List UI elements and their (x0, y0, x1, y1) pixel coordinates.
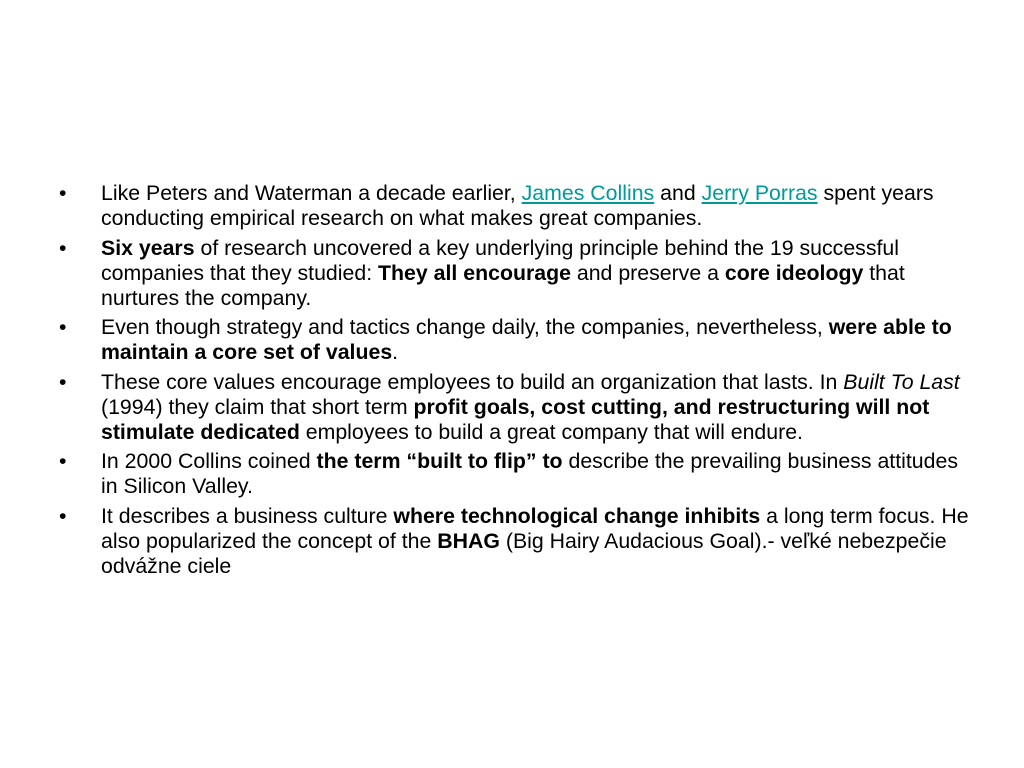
bold-segment: core ideology (724, 260, 864, 285)
text-segment: employees to build a great company that will endure. (299, 419, 803, 444)
text-segment: (1994) they claim that short term (101, 394, 414, 419)
italic-book-title: Built To Last (843, 369, 960, 394)
bullet-item-built-to-flip (59, 449, 974, 499)
bold-segment: where technological change inhibits (393, 503, 761, 528)
bullet-marker: • (59, 181, 67, 205)
text-segment: Even though strategy and tactics change daily, the companies, nevertheless, (101, 315, 829, 339)
bullet-item-six-years (59, 236, 974, 311)
bold-segment: were able to maintain a core set of values (101, 315, 952, 364)
bullet-item-built-to-last (59, 370, 974, 445)
bullet-marker: • (59, 315, 67, 339)
text-segment: It describes a business culture (101, 503, 394, 528)
bold-segment: BHAG (437, 528, 500, 553)
text-segment: describe the prevailing business attitudes in Silicon Valley. (101, 449, 958, 498)
text-segment: and (654, 181, 702, 205)
bold-segment: Six years (101, 235, 195, 260)
text-segment: and preserve a (570, 260, 725, 285)
bullet-marker: • (59, 503, 67, 528)
bullet-item-collins-porras (59, 181, 974, 231)
text-segment: These core values encourage employees to build an organization that lasts. In (101, 369, 844, 394)
bullet-marker: • (59, 369, 67, 394)
text-segment: of research uncovered a key underlying principle behind the 19 successful companies that they studied: (101, 235, 899, 285)
bullet-item-bhag (59, 504, 974, 579)
bold-segment: the term “built to flip” to (316, 449, 563, 473)
bullet-list (59, 181, 974, 583)
text-segment: . (392, 340, 399, 364)
link-james-collins[interactable]: James Collins (521, 181, 655, 205)
bold-segment: They all encourage (378, 260, 571, 285)
text-segment: In 2000 Collins coined (101, 449, 317, 473)
bullet-marker: • (59, 235, 67, 260)
text-segment: a long term focus. He also popularized the concept of the (101, 503, 969, 553)
bold-segment: profit goals, cost cutting, and restructuring will not stimulate dedicated (101, 394, 930, 444)
text-segment: (Big Hairy Audacious Goal).- veľké nebezpečie odvážne ciele (101, 528, 947, 578)
text-segment: spent years conducting empirical research on what makes great companies. (101, 181, 934, 230)
bullet-marker: • (59, 449, 67, 473)
bullet-item-core-values (59, 315, 974, 365)
text-segment: that nurtures the company. (101, 260, 905, 310)
link-jerry-porras[interactable]: Jerry Porras (701, 181, 818, 205)
text-segment: Like Peters and Waterman a decade earlier, (101, 181, 522, 205)
